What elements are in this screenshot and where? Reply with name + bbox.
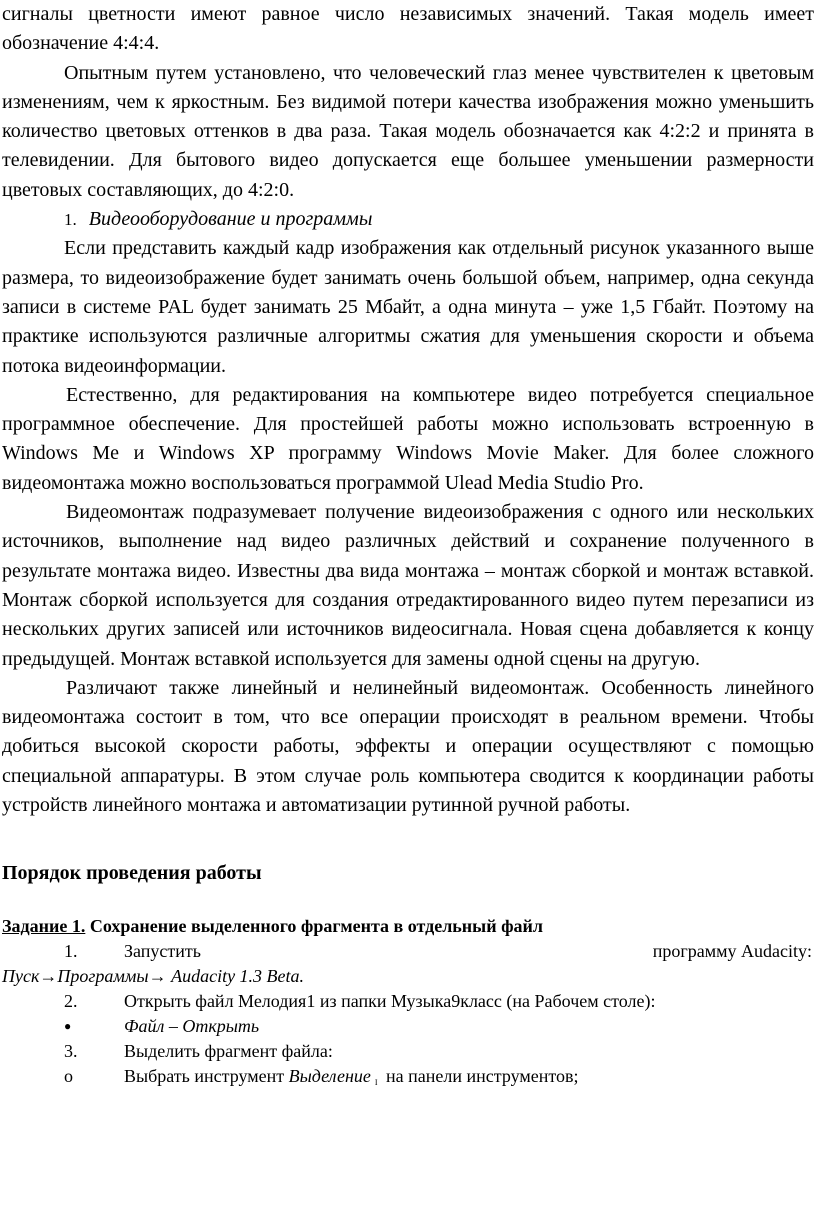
step-3-text: Выделить фрагмент файла:	[124, 1041, 333, 1062]
step-1-left: Запустить	[124, 941, 201, 962]
sub-item-suffix: на панели инструментов;	[381, 1066, 579, 1087]
step-3-number: 3.	[64, 1041, 78, 1062]
step-1	[2, 939, 814, 964]
subsection-number: 1.	[64, 210, 77, 230]
step-1-number: 1.	[64, 941, 78, 962]
paragraph-video-editing: Видеомонтаж подразумевает получение видеоизображения с одного или нескольких источников, выполнение над видео различных действий и сохранение полученного в результате монтажа видео. Известны два вида монтажа – монтаж сборкой и монтаж вставкой. Монтаж сборкой используется для создания отредактированного видео путем перезаписи из нескольких других записей или источников видеосигнала. Новая сцена добавляется к концу предыдущей. Монтаж вставкой используется для замены одной сцены на другую.	[2, 501, 814, 670]
bullet-file-open	[2, 1014, 814, 1039]
step-1-right: программу Audacity:	[652, 941, 812, 962]
selection-tool-icon: I	[374, 1078, 378, 1088]
task-label: Задание 1.	[2, 916, 86, 937]
circle-bullet-icon: o	[64, 1066, 73, 1087]
step-2-number: 2.	[64, 991, 78, 1012]
bullet-file-open-text: Файл – Открыть	[124, 1016, 260, 1037]
paragraph-video-software: Естественно, для редактирования на компьютере видео потребуется специальное программное обеспечение. Для простейшей работы можно использовать встроенную в Windows Me и Windows XP программу Windows Movie Maker. Для более сложного видеомонтажа можно воспользоваться программой Ulead Media Studio Pro.	[2, 383, 814, 494]
bullet-icon: ●	[64, 1019, 72, 1034]
step-2	[2, 989, 814, 1014]
step-2-text: Открыть файл Мелодия1 из папки Музыка9класс (на Рабочем столе):	[124, 991, 656, 1012]
subsection-title-text: Видеооборудование и программы	[88, 208, 373, 231]
sub-item-select-tool	[2, 1064, 814, 1095]
step-3	[2, 1039, 814, 1064]
sub-item-prefix: Выбрать инструмент	[124, 1066, 289, 1087]
task-title: Сохранение выделенного фрагмента в отдельный файл	[85, 916, 544, 937]
section-heading: Порядок проведения работы	[2, 862, 262, 885]
paragraph-linear-editing: Различают также линейный и нелинейный видеомонтаж. Особенность линейного видеомонтажа состоит в том, что все операции происходят в реальном времени. Чтобы добиться высокой скорости работы, эффекты и операции осуществляют с помощью специальной аппаратуры. В этом случае роль компьютера сводится к координации работы устройств линейного монтажа и автоматизации рутинной ручной работы.	[2, 676, 814, 817]
paragraph-color-model-444: сигналы цветности имеют равное число независимых значений. Такая модель имеет обозначение 4:4:4.	[2, 3, 814, 55]
task-heading	[2, 913, 814, 939]
sub-item-tool-name: Выделение	[288, 1066, 371, 1087]
step-1-path: Пуск→Программы→ Audacity 1.3 Beta.	[2, 966, 305, 987]
paragraph-color-sensitivity: Опытным путем установлено, что человеческий глаз менее чувствителен к цветовым изменениям, чем к яркостным. Без видимой потери качества изображения можно уменьшить количество цветовых оттенков в два раза. Такая модель обозначается как 4:2:2 и принята в телевидении. Для бытового видео допускается еще большее уменьшении размерности цветовых составляющих, до 4:2:0.	[2, 61, 814, 201]
subsection-title	[2, 205, 814, 234]
paragraph-video-size: Если представить каждый кадр изображения как отдельный рисунок указанного выше размера, то видеоизображение будет занимать очень большой объем, например, одна секунда записи в системе PAL будет занимать 25 Мбайт, а одна минута – уже 1,5 Гбайт. Поэтому на практике используются различные алгоритмы сжатия для уменьшения скорости и объема потока видеоинформации.	[2, 237, 814, 377]
